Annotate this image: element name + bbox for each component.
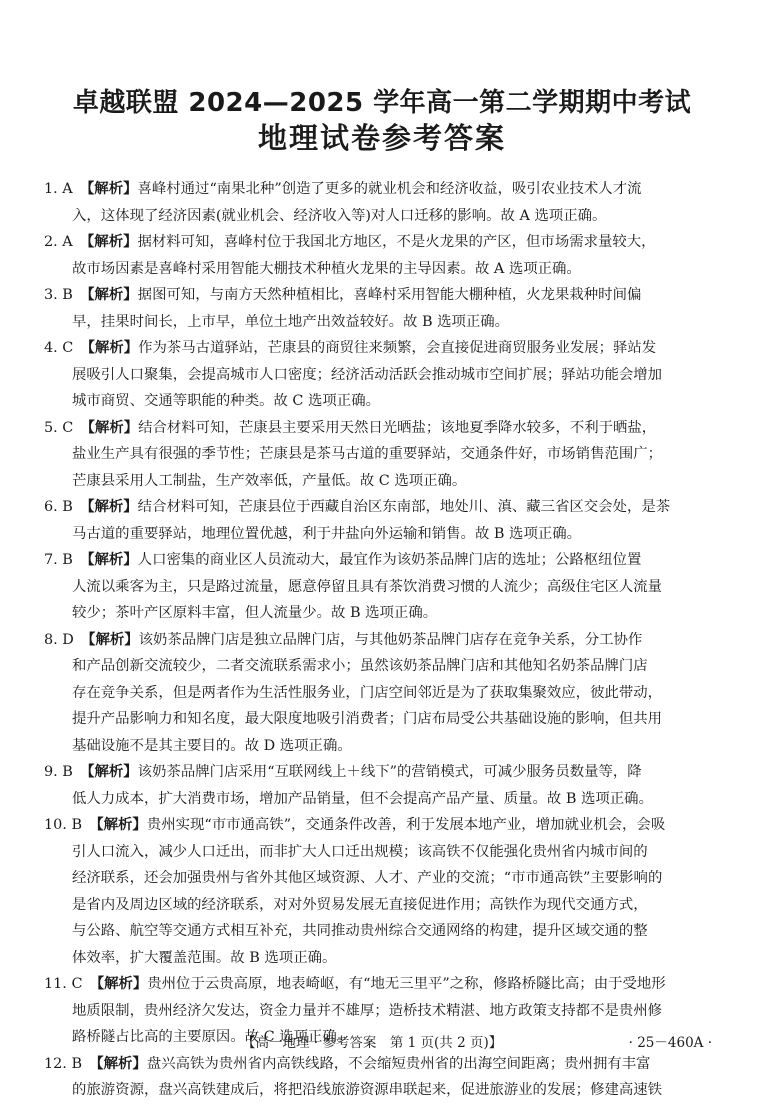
analysis-tag: 【解析】	[87, 340, 139, 356]
answer-text: 是省内及周边区域的经济联系，对对外贸易发展无直接促进作用；高铁作为现代交通方式，	[72, 896, 648, 913]
answer-item	[44, 627, 720, 760]
answer-text: 的旅游资源，盘兴高铁建成后，将把沿线旅游资源串联起来，促进旅游业的发展；修建高速铁	[72, 1082, 663, 1098]
answer-line	[44, 468, 720, 495]
answer-text: 提升产品影响力和知名度，最大限度地吸引消费者；门店布局受公共基础设施的影响，但共用	[72, 711, 663, 727]
answer-number: 2. A	[44, 234, 73, 250]
answer-text: 人流以乘客为主，只是路过流量，愿意停留且具有茶饮消费习惯的人流少；高级住宅区人流量	[72, 578, 663, 595]
answer-number: 12. B	[44, 1055, 83, 1072]
answer-item	[44, 547, 720, 627]
answer-text: 芒康县采用人工制盐，生产效率低，产量低。故 C 选项正确。	[72, 472, 467, 489]
answer-text: 人口密集的商业区人员流动大，最宜作为该奶茶品牌门店的选址；公路枢纽位置	[137, 552, 642, 568]
answer-text: 展吸引人口聚集，会提高城市人口密度；经济活动活跃会推动城市空间扩展；驿站功能会增加	[72, 366, 663, 383]
answer-text: 早，挂果时间长，上市早，单位土地产出效益较好。故 B 选项正确。	[72, 313, 510, 330]
answer-number: 10. B	[44, 817, 83, 833]
answer-text: 故市场因素是喜峰村采用智能大棚技术种植火龙果的主导因素。故 A 选项正确。	[72, 260, 581, 277]
answer-line	[44, 998, 720, 1025]
answer-text: 和产品创新交流较少，二者交流联系需求小；虽然该奶茶品牌门店和其他知名奶茶品牌门店	[72, 658, 648, 674]
answer-text: 据材料可知，喜峰村位于我国北方地区，不是火龙果的产区，但市场需求量较大，	[137, 234, 656, 250]
answer-text: 入，这体现了经济因素(就业机会、经济收入等)对人口迁移的影响。故 A 选项正确。	[72, 207, 607, 224]
exam-title: 卓越联盟 2024—2025 学年高一第二学期期中考试	[72, 88, 692, 118]
answer-text: 较少；茶叶产区原料丰富，但人流量少。故 B 选项正确。	[72, 605, 438, 621]
answer-text: 体效率，扩大覆盖范围。故 B 选项正确。	[72, 949, 337, 966]
answer-line	[44, 812, 720, 839]
answer-text: 引人口流入，减少人口迁出，而非扩大人口迁出规模；该高铁不仅能强化贵州省内城市间的	[72, 843, 648, 860]
analysis-tag: 【解析】	[87, 419, 139, 436]
analysis-tag: 【解析】	[96, 976, 148, 992]
answer-number: 8. D	[44, 631, 74, 648]
answer-text: 结合材料可知，芒康县位于西藏自治区东南部，地处川、滇、藏三省区交会处，是茶	[137, 499, 671, 515]
analysis-tag: 【解析】	[88, 631, 139, 648]
answer-line	[44, 680, 720, 707]
answer-line	[44, 415, 720, 442]
answer-text: 低人力成本，扩大消费市场，增加产品销量，但不会提高产品产量、质量。故 B 选项正确。	[72, 790, 653, 807]
answer-text: 马古道的重要驿站，地理位置优越，利于井盐向外运输和销售。故 B 选项正确。	[72, 525, 582, 542]
answer-line	[44, 627, 720, 654]
answer-line	[44, 547, 720, 574]
analysis-tag: 【解析】	[87, 552, 138, 568]
answer-line	[44, 388, 720, 415]
answer-text: 与公路、航空等交通方式相互补充，共同推动贵州综合交通网络的构建，提升区域交通的整	[72, 923, 648, 939]
answer-text: 地质限制，贵州经济欠发达，资金力量并不雄厚；造桥技术精湛、地方政策支持都不是贵州修	[72, 1002, 663, 1019]
answer-text: 该奶茶品牌门店是独立品牌门店，与其他奶茶品牌门店存在竞争关系，分工协作	[138, 631, 643, 648]
answer-number: 5. C	[44, 419, 74, 436]
analysis-tag: 【解析】	[87, 764, 138, 780]
answer-number: 9. B	[44, 764, 73, 780]
answer-text: 结合材料可知，芒康县主要采用天然日光晒盐；该地夏季降水较多，不利于晒盐，	[138, 419, 657, 436]
answer-line	[44, 971, 720, 998]
analysis-tag: 【解析】	[87, 181, 138, 197]
answer-text: 喜峰村通过“南果北种”创造了更多的就业机会和经济收益，吸引农业技术人才流	[137, 181, 642, 197]
answer-text: 经济联系，还会加强贵州与省外其他区域资源、人才、产业的交流；“市市通高铁”主要影响的	[72, 870, 663, 886]
answer-number: 11. C	[44, 976, 83, 992]
analysis-tag: 【解析】	[87, 499, 138, 515]
answer-line	[44, 362, 720, 389]
answer-line	[44, 865, 720, 892]
answer-text: 存在竞争关系，但是两者作为生活性服务业，门店空间邻近是为了获取集聚效应，彼此带动，	[72, 684, 663, 701]
answer-line	[44, 441, 720, 468]
answer-text: 盐业生产具有很强的季节性；芒康县是茶马古道的重要驿站，交通条件好，市场销售范围广；	[72, 446, 663, 462]
answer-line	[44, 892, 720, 919]
answer-text: 作为茶马古道驿站，芒康县的商贸往来频繁，会直接促进商贸服务业发展；驿站发	[138, 340, 657, 356]
answer-line	[44, 600, 720, 627]
answer-text: 贵州实现“市市通高铁”，交通条件改善，利于发展本地产业，增加就业机会，会吸	[146, 817, 666, 833]
answer-number: 4. C	[44, 340, 74, 356]
answer-item	[44, 759, 720, 812]
answer-line	[44, 521, 720, 548]
answer-line	[44, 786, 720, 813]
answer-text: 据图可知，与南方天然种植相比，喜峰村采用智能大棚种植，火龙果栽种时间偏	[137, 287, 642, 303]
answer-item	[44, 176, 720, 229]
answer-number: 3. B	[44, 287, 73, 303]
answer-line	[44, 494, 720, 521]
footer-page-info: 【高一地理 · 参考答案 第 1 页(共 2 页)】	[242, 1035, 503, 1051]
analysis-tag: 【解析】	[87, 234, 138, 250]
page-footer	[0, 1031, 764, 1051]
answer-line	[44, 176, 720, 203]
answer-line	[44, 256, 720, 283]
answer-line	[44, 706, 720, 733]
answer-number: 7. B	[44, 552, 73, 568]
answer-line	[44, 203, 720, 230]
answer-line	[44, 1051, 720, 1078]
answer-line	[44, 733, 720, 760]
analysis-tag: 【解析】	[96, 817, 147, 833]
answer-text: 贵州位于云贵高原，地表崎岖，有“地无三里平”之称，修路桥隧比高；由于受地形	[147, 976, 666, 992]
answer-text: 盘兴高铁为贵州省内高铁线路，不会缩短贵州省的出海空间距离；贵州拥有丰富	[146, 1055, 651, 1072]
answer-line	[44, 229, 720, 256]
answer-item	[44, 229, 720, 282]
answer-text: 路桥隧占比高的主要原因。故 C 选项正确。	[72, 1029, 352, 1045]
answer-number: 6. B	[44, 499, 73, 515]
answer-line	[44, 945, 720, 972]
answer-line	[44, 1077, 720, 1104]
answer-item	[44, 282, 720, 335]
answer-line	[44, 918, 720, 945]
answer-item	[44, 335, 720, 415]
answer-text: 该奶茶品牌门店采用“互联网线上＋线下”的营销模式，可减少服务员数量等，降	[137, 764, 642, 780]
answer-item	[44, 415, 720, 495]
answer-text: 城市商贸、交通等职能的种类。故 C 选项正确。	[72, 393, 380, 409]
answer-line	[44, 839, 720, 866]
analysis-tag: 【解析】	[96, 1055, 147, 1072]
footer-code: · 25－460A ·	[628, 1035, 712, 1051]
answer-line	[44, 759, 720, 786]
answer-line	[44, 309, 720, 336]
analysis-tag: 【解析】	[87, 287, 138, 303]
answer-item	[44, 494, 720, 547]
answer-number: 1. A	[44, 181, 73, 197]
answer-item	[44, 812, 720, 971]
answer-list	[44, 176, 720, 1104]
answer-text: 基础设施不是其主要目的。故 D 选项正确。	[72, 737, 352, 754]
answer-line	[44, 653, 720, 680]
document-subtitle: 地理试卷参考答案	[257, 121, 506, 155]
answer-item	[44, 1051, 720, 1104]
answer-line	[44, 282, 720, 309]
answer-line	[44, 574, 720, 601]
answer-line	[44, 335, 720, 362]
